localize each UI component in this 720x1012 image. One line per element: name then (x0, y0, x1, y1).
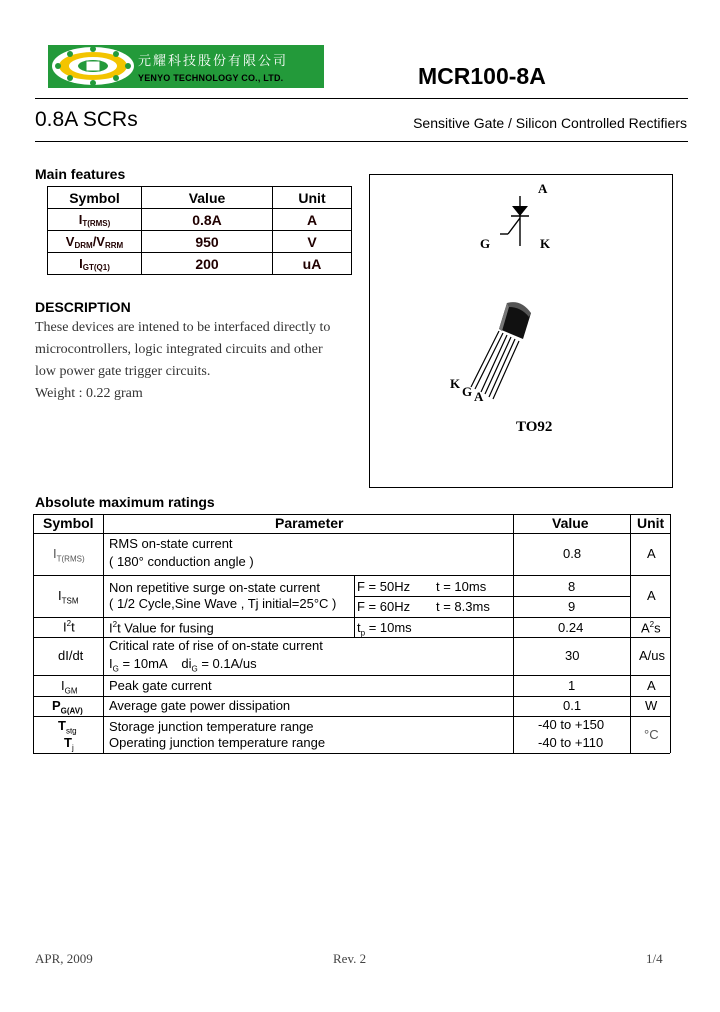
param-igm: Peak gate current (109, 678, 212, 693)
col-value: Value (552, 515, 589, 531)
param-itrms-note: ( 180° conduction angle ) (109, 554, 254, 569)
page-subtitle: Sensitive Gate / Silicon Controlled Rectifiers (413, 115, 687, 131)
feature-value: 0.8A (142, 209, 273, 231)
description-heading: DESCRIPTION (35, 299, 131, 315)
cond-itsm-60hz: F = 60Hz (357, 599, 411, 614)
footer-date: APR, 2009 (35, 951, 93, 966)
symbol-pgav: $P_{G(AV)}$ (52, 698, 83, 716)
main-features-heading: Main features (35, 166, 126, 182)
unit-didt: A/us (639, 648, 666, 663)
col-symbol: Symbol (43, 515, 94, 531)
unit-igm: A (647, 678, 656, 693)
table-row (48, 209, 352, 231)
value-igm: 1 (568, 678, 576, 693)
package-name: TO92 (516, 419, 553, 435)
symbol-itrms: $I_{T(RMS)}$ (53, 546, 85, 564)
col-unit: Unit (273, 187, 352, 209)
feature-value: 200 (142, 253, 273, 275)
symbol-tstg: $T_{stg}$ (58, 718, 77, 736)
feature-symbol: $I_{T(RMS)}$ (48, 209, 142, 231)
param-tstg: Storage junction temperature range (109, 719, 314, 734)
title-divider (35, 141, 688, 142)
ratings-heading: Absolute maximum ratings (35, 494, 215, 510)
param-didt-cond: $I_G = 10mA$ $di_G = 0.1A/us$ (109, 656, 257, 674)
unit-temperature: °C (644, 727, 659, 742)
symbol-tj: $T_j$ (64, 735, 74, 753)
table-header-row (48, 187, 352, 209)
col-symbol: Symbol (48, 187, 142, 209)
description-line: Weight : 0.22 gram (35, 386, 143, 401)
company-name-cn: 元耀科技股份有限公司 (138, 54, 289, 69)
feature-symbol: $I_{GT(Q1)}$ (48, 253, 142, 275)
description-line: low power gate trigger circuits. (35, 364, 211, 379)
value-itsm-60hz: 9 (568, 599, 576, 614)
gate-label: G (480, 236, 491, 251)
unit-i2t: $A^2s$ (641, 620, 661, 636)
symbol-igm: $I_{GM}$ (61, 678, 78, 696)
anode-label: A (538, 181, 548, 196)
col-parameter: Parameter (275, 515, 344, 531)
description-line: These devices are intened to be interfaced directly to (35, 320, 331, 335)
feature-unit: uA (273, 253, 352, 275)
value-itsm-50hz: 8 (568, 579, 576, 594)
param-itsm-note: ( 1/2 Cycle,Sine Wave , Tj initial=25°C ) (109, 596, 337, 611)
param-itsm: Non repetitive surge on-state current (109, 580, 320, 595)
cathode-label: K (540, 236, 551, 251)
page-title: 0.8A SCRs (35, 108, 138, 131)
feature-unit: V (273, 231, 352, 253)
param-itrms: RMS on-state current (109, 536, 233, 551)
table-row (48, 253, 352, 275)
pin-a-label: A (474, 389, 484, 404)
value-i2t: 0.24 (558, 620, 584, 635)
value-itrms: 0.8 (563, 546, 582, 561)
company-name-en: YENYO TECHNOLOGY CO., LTD. (138, 73, 284, 83)
param-i2t: $I^2t$ Value for fusing (109, 620, 214, 636)
cond-itsm-50hz: F = 50Hz (357, 579, 411, 594)
unit-itrms: A (647, 546, 656, 561)
value-tj: -40 to +110 (538, 735, 604, 750)
value-tstg: -40 to +150 (538, 717, 605, 732)
footer-page-number: 1/4 (646, 951, 663, 966)
symbol-i2t: $I^2t$ (63, 619, 75, 635)
param-didt: Critical rate of rise of on-state current (109, 638, 323, 653)
part-number: MCR100-8A (418, 63, 546, 89)
feature-value: 950 (142, 231, 273, 253)
company-logo-icon (50, 45, 136, 87)
time-itsm-50hz: t = 10ms (436, 579, 487, 594)
time-itsm-60hz: t = 8.3ms (436, 599, 490, 614)
value-didt: 30 (565, 648, 580, 663)
feature-unit: A (273, 209, 352, 231)
pin-g-label: G (462, 384, 473, 399)
symbol-itsm: $I_{TSM}$ (58, 588, 79, 606)
value-pgav: 0.1 (563, 698, 582, 713)
unit-itsm: A (647, 588, 656, 603)
table-row (48, 231, 352, 253)
pin-k-label: K (450, 376, 461, 391)
description-line: microcontrollers, logic integrated circuits and other (35, 342, 323, 357)
symbol-didt: dI/dt (58, 648, 84, 663)
col-unit: Unit (637, 515, 665, 531)
col-value: Value (142, 187, 273, 209)
unit-pgav: W (645, 698, 658, 713)
footer-revision: Rev. 2 (333, 951, 367, 966)
main-features-table (47, 186, 352, 275)
feature-symbol: $V_{DRM}/V_{RRM}$ (48, 231, 142, 253)
header-divider (35, 98, 688, 99)
cond-i2t: $t_p = 10ms$ (357, 620, 412, 638)
param-pgav: Average gate power dissipation (109, 698, 291, 713)
param-tj: Operating junction temperature range (109, 735, 326, 750)
